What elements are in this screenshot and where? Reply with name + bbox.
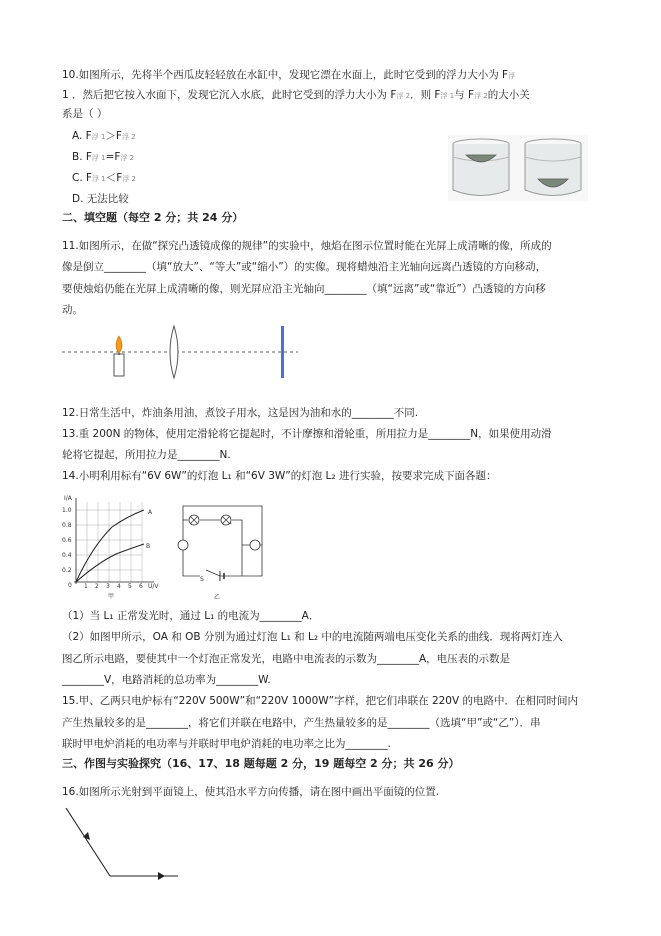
curve-b-label: B: [146, 543, 151, 550]
q10-sub: 浮 2: [474, 92, 488, 100]
q13-line1: 13.重 200N 的物体，使用定滑轮将它提起时，不计摩擦和滑轮重，所用拉力是________N，如果使用动滑: [62, 428, 552, 440]
option-text: ＜F: [105, 172, 123, 184]
q10-line2-mid: 与 F: [454, 89, 475, 101]
curve-a-label: A: [148, 509, 153, 516]
q10-line2-tail: ．则 F: [410, 89, 441, 101]
graph-ylabel: I/A: [64, 495, 72, 502]
q10-option-a[interactable]: [72, 129, 136, 144]
ytick: 0.6: [62, 537, 72, 544]
option-text: B. F: [72, 151, 92, 163]
voltmeter-icon: [250, 540, 260, 550]
option-sub: 浮 1: [92, 175, 106, 183]
ytick: 0.2: [62, 567, 72, 574]
option-sub: 浮 1: [91, 154, 106, 162]
graph-caption: 甲: [108, 593, 115, 600]
xtick: 6: [139, 583, 143, 590]
xtick: 2: [95, 583, 99, 590]
xtick: 3: [106, 583, 110, 590]
q10-line1: [62, 68, 515, 83]
switch-label: S: [200, 576, 204, 583]
watermelon-beakers-figure: [448, 135, 588, 201]
xtick: 5: [128, 583, 132, 590]
reflected-arrow-icon: [158, 872, 165, 880]
q10-sub: 浮 1: [440, 92, 455, 100]
option-sub: 浮 2: [121, 133, 136, 141]
option-text: ＞F: [105, 130, 122, 142]
incident-ray: [66, 808, 110, 876]
circuit-diagram-figure: [170, 498, 270, 600]
ytick: 0.4: [62, 552, 72, 559]
option-sub: 浮 2: [122, 175, 136, 183]
ytick: 0: [68, 582, 72, 589]
q13-line2: 轮将它提起，所用拉力是________N.: [62, 449, 231, 461]
q14-part2-line3: ________V，电路消耗的总功率为________W.: [62, 674, 271, 686]
q11-line1: 11.如图所示，在做“探究凸透镜成像的规律”的实验中，烛焰在图示位置时能在光屏上成清晰的像，所成的: [62, 240, 552, 252]
q10-option-d[interactable]: [72, 192, 129, 206]
ytick: 0.8: [62, 522, 72, 529]
iu-graph-figure: [62, 492, 160, 600]
q14-part2-line1: （2）如图甲所示，OA 和 OB 分别为通过灯泡 L₁ 和 L₂ 中的电流随两端电压变化关系的曲线．现将两灯连入: [62, 631, 563, 643]
xtick: 4: [117, 583, 121, 590]
q16-line1: 16.如图所示光射到平面镜上，使其沿水平方向传播，请在图中画出平面镜的位置.: [62, 786, 440, 798]
option-text: A. F: [72, 130, 92, 142]
q12-line1: 12.日常生活中，炸油条用油，煮饺子用水，这是因为油和水的________不同.: [62, 407, 419, 419]
q10-option-c[interactable]: [72, 171, 136, 186]
q10-option-b[interactable]: [72, 150, 134, 165]
q15-line1: 15.甲、乙两只电炉标有“220V 500W”和“220V 1000W”字样，把它们串联在 220V 的电路中．在相同时间内: [62, 695, 579, 707]
q10-line3: 系是（ ）: [62, 108, 108, 120]
q11-line3: 要使烛焰仍能在光屏上成清晰的像，则光屏应沿主光轴向________（填“远离”或“靠近”）凸透镜的方向移: [62, 283, 546, 295]
lamp-l1-icon: [221, 515, 231, 525]
curve-oa: [76, 510, 144, 582]
q11-line2: 像是倒立________（填“放大”、“等大”或“缩小”）的实像。现将蜡烛沿主光轴向远离凸透镜的方向移动，: [62, 261, 547, 273]
q14-part1: （1）当 L₁ 正常发光时，通过 L₁ 的电流为________A．: [62, 610, 320, 622]
q10-line2-text: 1 ．然后把它按入水面下，发现它沉入水底，此时它受到的浮力大小为 F: [62, 89, 397, 101]
q14-part2-line2: 图乙所示电路，要使其中一个灯泡正常发光，电路中电流表的示数为________A，电压表的示数是: [62, 653, 511, 665]
light-ray-figure: [62, 806, 182, 886]
ytick: 1.0: [62, 507, 72, 514]
circuit-caption: 乙: [214, 594, 221, 600]
convex-lens: [170, 326, 178, 378]
xtick: 1: [84, 583, 88, 590]
ammeter-icon: [178, 540, 188, 550]
q10-line1-text: 10.如图所示，先将半个西瓜皮轻轻放在水缸中，发现它漂在水面上，此时它受到的浮力大小为 F: [62, 69, 509, 81]
q14-line1: 14.小明利用标有“6V 6W”的灯泡 L₁ 和“6V 3W”的灯泡 L₂ 进行实验，按要求完成下面各题：: [62, 470, 497, 482]
graph-xlabel: U/V: [148, 583, 159, 590]
lamp-l2-icon: [189, 515, 199, 525]
q10-sub: 浮 2: [396, 92, 411, 100]
q10-sub: 浮: [508, 72, 516, 80]
light-screen: [281, 326, 284, 378]
candle-icon: [114, 336, 124, 376]
optical-bench-figure: [62, 324, 298, 380]
q15-line2: 产生热量较多的是________，将它们并联在电路中，产生热量较多的是________（选填“甲”或“乙”）．串: [62, 717, 541, 729]
q15-line3: 联时甲电炉消耗的电功率与并联时甲电炉消耗的电功率之比为________.: [62, 738, 391, 750]
option-text: D. 无法比较: [72, 193, 129, 205]
q11-line4: 动。: [62, 304, 83, 316]
option-text: =F: [105, 151, 121, 163]
q10-line2-end: 的大小关: [487, 89, 530, 101]
q10-line2: [62, 88, 530, 103]
option-sub: 浮 2: [120, 154, 135, 162]
option-text: C. F: [72, 172, 93, 184]
option-sub: 浮 1: [91, 133, 106, 141]
section2-title: 二、填空题（每空 2 分；共 24 分）: [62, 211, 244, 224]
section3-title: 三、作图与实验探究（16、17、18 题每题 2 分，19 题每空 2 分；共 26 分）: [62, 757, 460, 770]
curve-ob: [76, 544, 144, 582]
